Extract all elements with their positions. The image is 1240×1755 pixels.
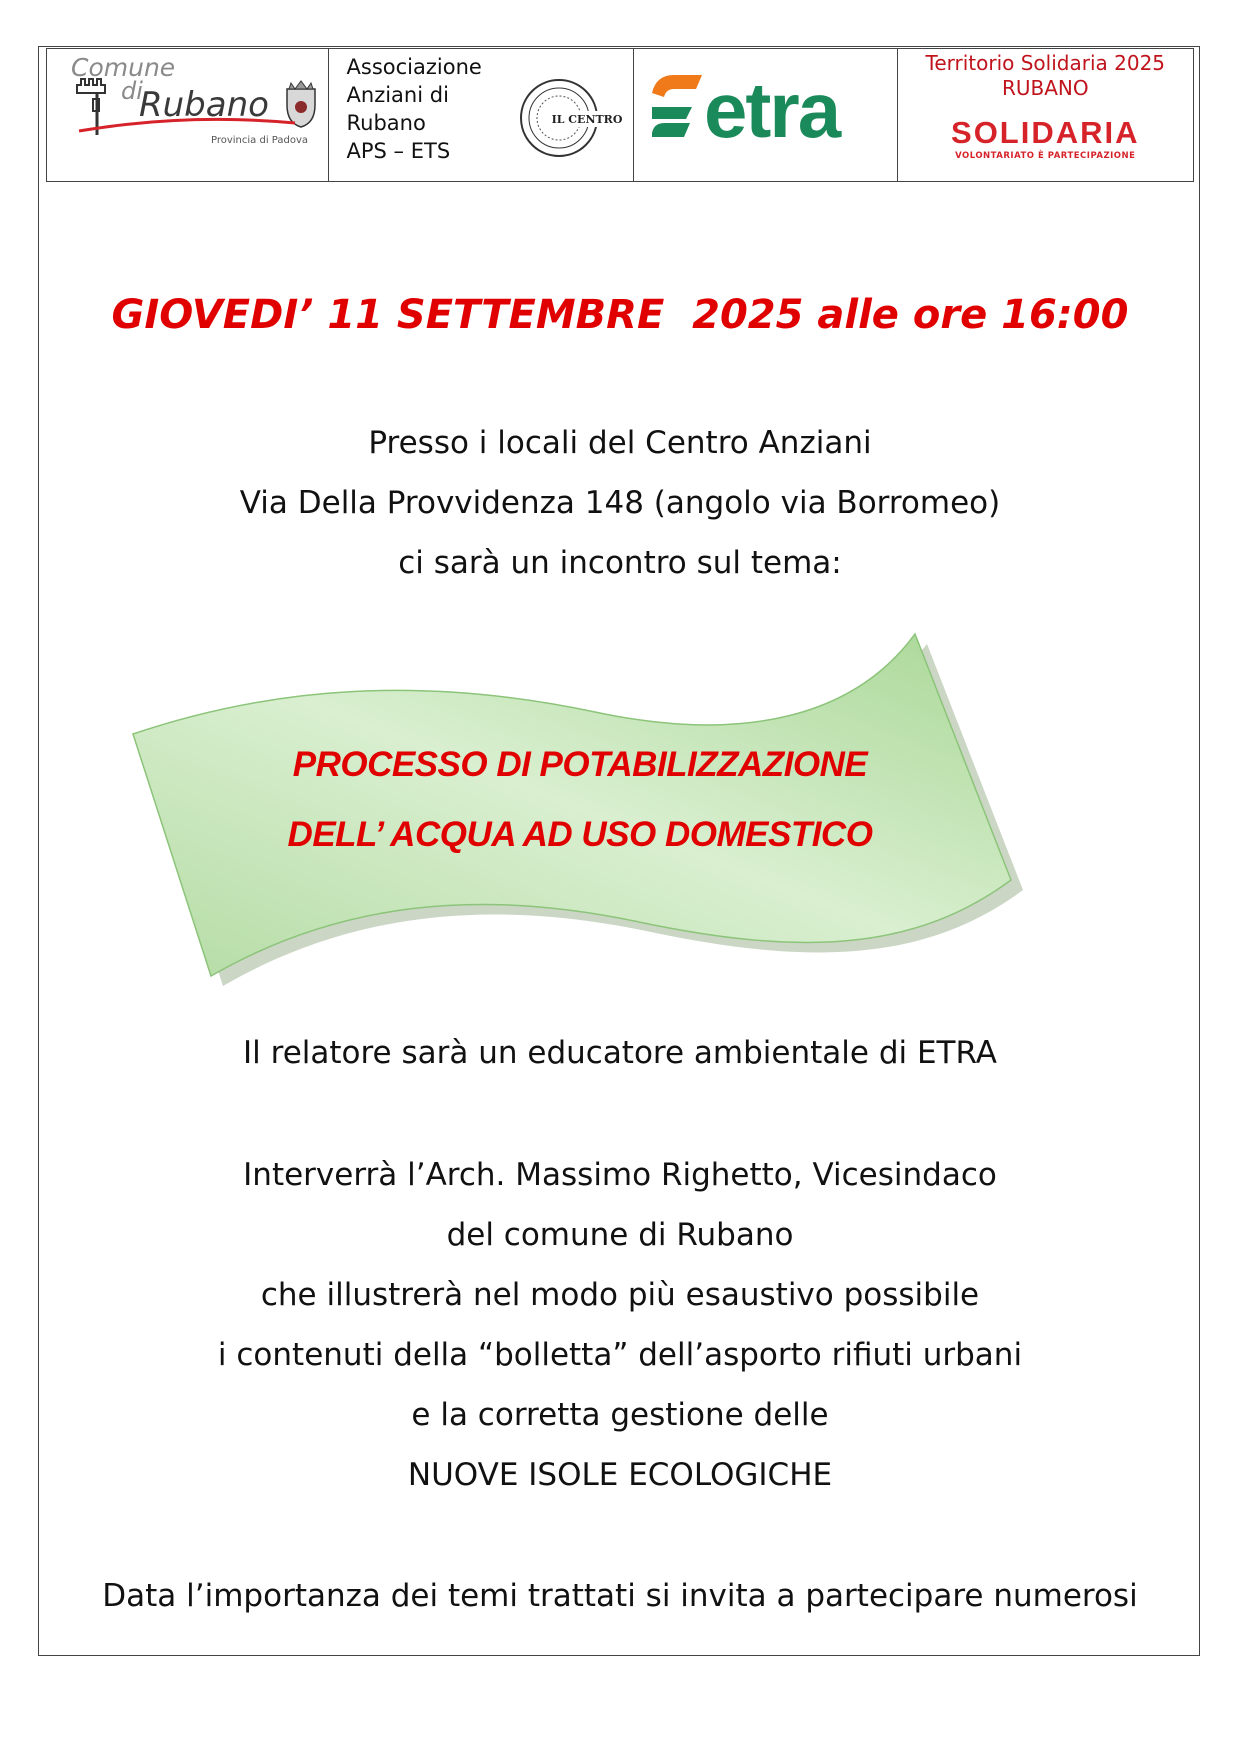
territorio-line: RUBANO — [1001, 76, 1089, 100]
closing-invitation: Data l’importanza dei temi trattati si invita a partecipare numerosi — [102, 1578, 1138, 1614]
solidaria-tagline: VOLONTARIATO È PARTECIPAZIONE — [955, 151, 1136, 161]
etra-logo-text: etra — [703, 66, 840, 153]
intervention-line: che illustrerà nel modo più esaustivo possibile — [260, 1277, 980, 1313]
location-line: ci sarà un incontro sul tema: — [398, 545, 842, 581]
speaker-line: Il relatore sarà un educatore ambientale di ETRA — [243, 1035, 997, 1071]
comune-label: Comune — [71, 53, 176, 82]
association-line: Associazione — [346, 55, 482, 79]
comune-rubano-label: Rubano — [139, 85, 269, 125]
topic-line: DELL’ ACQUA AD USO DOMESTICO — [287, 815, 873, 854]
event-date-time: GIOVEDI’ 11 SETTEMBRE 2025 alle ore 16:00 — [111, 292, 1129, 338]
header-logos — [46, 48, 1194, 182]
intervention-line: del comune di Rubano — [446, 1217, 794, 1253]
association-line: Anziani di — [346, 83, 449, 107]
etra-cell — [634, 49, 898, 181]
territorio-line: Territorio Solidaria 2025 — [925, 51, 1166, 75]
comune-logo-cell — [47, 49, 329, 181]
association-name — [347, 53, 482, 165]
intervention-line: NUOVE ISOLE ECOLOGICHE — [407, 1457, 833, 1493]
association-seal-icon — [519, 73, 623, 163]
association-cell — [329, 49, 634, 181]
association-line: Rubano — [346, 111, 426, 135]
seal-text: IL CENTRO — [551, 113, 622, 126]
solidaria-cell — [898, 49, 1193, 181]
solidaria-logo: SOLIDARIA — [951, 115, 1140, 150]
intervention-line: i contenuti della “bolletta” dell’asporto rifiuti urbani — [217, 1337, 1023, 1373]
comune-rubano-logo — [59, 53, 319, 179]
province-label: Provincia di Padova — [211, 135, 309, 146]
territorio-solidaria-label — [898, 51, 1193, 101]
topic-line: PROCESSO DI POTABILIZZAZIONE — [292, 745, 868, 784]
location-line: Via Della Provvidenza 148 (angolo via Borromeo) — [239, 485, 1001, 521]
etra-logo — [644, 63, 884, 153]
comune-di-label: di — [121, 77, 143, 105]
location-line: Presso i locali del Centro Anziani — [368, 425, 872, 461]
topic-banner — [125, 630, 1025, 990]
association-line: APS – ETS — [346, 139, 451, 163]
intervention-line: Interverrà l’Arch. Massimo Righetto, Vicesindaco — [243, 1157, 997, 1193]
red-swoosh — [77, 115, 297, 135]
intervention-line: e la corretta gestione delle — [411, 1397, 829, 1433]
